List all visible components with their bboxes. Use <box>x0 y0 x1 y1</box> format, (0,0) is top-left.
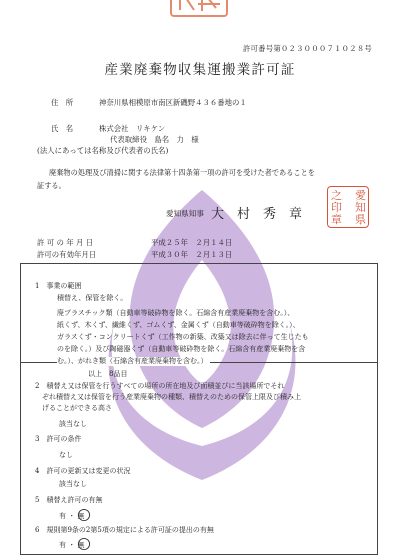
seal-char: 章 <box>331 213 342 226</box>
section-2-line: げることができる高さ <box>42 404 112 412</box>
seal-char: 之 <box>331 189 342 202</box>
grant-text-line-2: 証する。 <box>37 181 66 190</box>
name-note: (法人にあっては名称及び代表者の氏名) <box>37 146 169 155</box>
granted-date-label: 許 可 の 年 月 日 <box>37 238 94 247</box>
issuer-name: 大 村 秀 章 <box>211 207 303 222</box>
section-1-line: 紙くず、木くず、繊維くず、ゴムくず、金属くず（自動車等破砕物を除く。）、 <box>57 321 300 329</box>
section-1-line: のを除く。）及び陶磁器くず（自動車等破砕物を除く。石綿含有産業廃棄物を含 <box>57 345 306 353</box>
section-1-line: ガラスくず・コンクリートくず（工作物の新築、改築又は除去に伴って生じたも <box>57 333 309 341</box>
address-label: 住 所 <box>51 98 74 107</box>
expiry-date-label: 許可の有効年月日 <box>37 250 97 259</box>
section-2-value: 該当なし <box>59 420 87 428</box>
company-name: 株式会社 リキケン <box>99 124 166 133</box>
section-2-line: 2 積替え又は保管を行うすべての場所の所在地及び面積並びに当該場所でそれ <box>35 382 285 390</box>
granted-date-value: 平成２５年 ２月１４日 <box>151 238 233 247</box>
section-1-line: む。）、がれき類（石綿含有産業廃棄物を含む。） <box>57 357 208 365</box>
seal-char: 印 <box>331 201 342 214</box>
section-5-value: 有 ・ 無 <box>59 512 85 520</box>
selected-circle-icon <box>77 508 91 522</box>
section-3-value: なし <box>59 451 73 459</box>
top-stamp-icon <box>168 0 230 22</box>
section-1-line: 積替え、保管を除く。 <box>57 294 128 302</box>
seal-char: 知 <box>355 201 366 214</box>
address-value: 神奈川県相模原市南区新磯野４３６番地の１ <box>99 98 247 107</box>
name-label: 氏 名 <box>51 124 74 133</box>
section-1-count: 以上 8品目 <box>88 370 128 378</box>
expiry-date-value: 平成３０年 ２月１３日 <box>151 250 233 259</box>
permit-number: 許可番号第０２３０００７１０２８号 <box>242 44 372 53</box>
representative-name: 代表取締役 島名 力 様 <box>110 135 199 144</box>
section-6-value: 有 ・ 無 <box>59 541 85 549</box>
selected-circle-icon <box>77 537 91 551</box>
section-6-heading: 6 規則第9条の2第5項の規定による許可証の提出の有無 <box>35 526 214 534</box>
issuer-office: 愛知県知事 <box>166 209 204 218</box>
section-2-line: ぞれ積替え又は保管を行う産業廃棄物の種類、積替えのための保管上限及び積み上 <box>42 393 301 401</box>
official-seal <box>327 186 369 228</box>
seal-char: 県 <box>355 213 366 226</box>
grant-text-line-1: 廃棄物の処理及び清掃に関する法律第十四条第一項の許可を受けた者であることを <box>49 168 315 177</box>
section-5-heading: 5 積替え許可の有無 <box>35 496 103 504</box>
section-1-heading: 1 事業の範囲 <box>35 282 82 290</box>
section-1-line: 廃プラスチック類（自動車等破砕物を除く。石綿含有産業廃棄物を含む。）、 <box>57 309 295 317</box>
certificate-title: 産業廃棄物収集運搬業許可証 <box>104 62 296 78</box>
section-3-heading: 3 許可の条件 <box>35 435 82 443</box>
section-4-value: 該当なし <box>59 480 87 488</box>
seal-char: 愛 <box>355 189 366 202</box>
section-4-heading: 4 許可の更新又は変更の状況 <box>35 467 131 475</box>
